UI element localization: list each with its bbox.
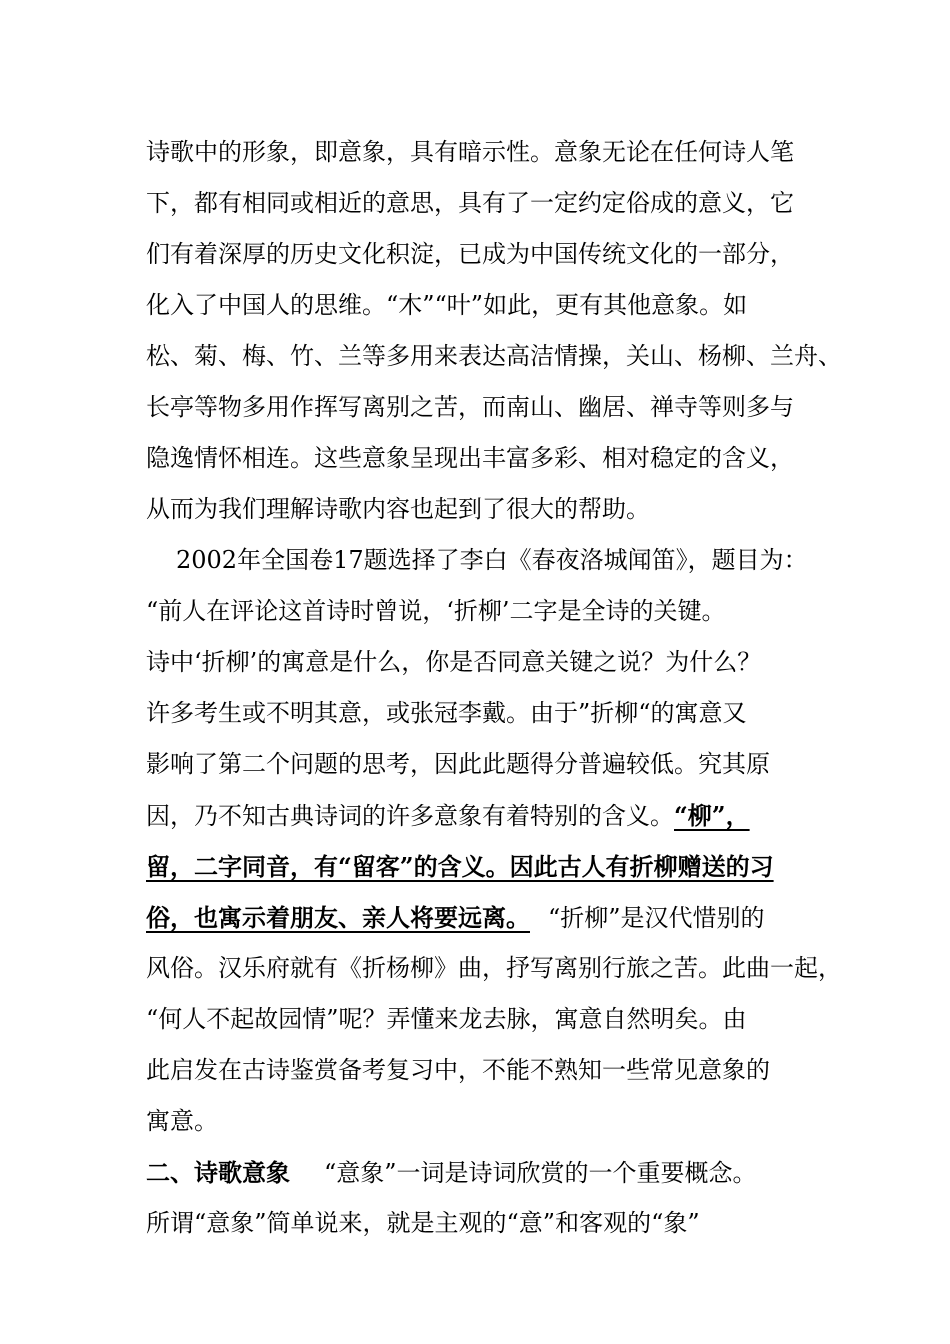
paragraph-2-line-12: 寓意。 — [146, 1107, 218, 1135]
paragraph-1-line-3: 们有着深厚的历史文化积淀，已成为中国传统文化的一部分， — [146, 240, 794, 268]
section-heading: 二、诗歌意象 — [146, 1158, 290, 1187]
emphasis-text-end: 俗，也寓示着朋友、亲人将要远离。 — [146, 903, 530, 932]
paragraph-2-line-6 — [146, 790, 836, 841]
emphasis-text-start: “柳”， — [674, 801, 750, 830]
paragraph-2-line-2: “前人在评论这首诗时曾说，‘折柳’二字是全诗的关键。 — [146, 597, 726, 625]
body-text — [146, 127, 842, 1249]
paragraph-2-line-5: 影响了第二个问题的思考，因此此题得分普遍较低。究其原 — [146, 750, 770, 778]
paragraph-2-line-9: 风俗。汉乐府就有《折杨柳》曲，抒写离别行旅之苦。此曲一起， — [146, 954, 842, 982]
paragraph-2-line-6-plain: 因，乃不知古典诗词的许多意象有着特别的含义。 — [146, 802, 674, 830]
paragraph-2-line-8 — [146, 892, 836, 943]
section-2-line-1-text: “意象”一词是诗词欣赏的一个重要概念。 — [324, 1159, 757, 1187]
paragraph-1-line-4: 化入了中国人的思维。“木”“叶”如此，更有其他意象。如 — [146, 291, 748, 319]
paragraph-2-line-1: 2002年全国卷17题选择了李白《春夜洛城闻笛》，题目为： — [176, 546, 808, 574]
paragraph-1-line-5: 松、菊、梅、竹、兰等多用来表达高洁情操，关山、杨柳、兰舟、 — [146, 342, 842, 370]
paragraph-2-line-4: 许多考生或不明其意，或张冠李戴。由于”折柳“的寓意又 — [146, 699, 747, 727]
paragraph-2-line-3: 诗中‘折柳’的寓意是什么，你是否同意关键之说？为什么？ — [146, 648, 762, 676]
paragraph-1-line-2: 下，都有相同或相近的意思，具有了一定约定俗成的意义，它 — [146, 189, 794, 217]
paragraph-1-line-1: 诗歌中的形象，即意象，具有暗示性。意象无论在任何诗人笔 — [146, 138, 794, 166]
paragraph-2-line-8-plain: “折柳”是汉代惜别的 — [548, 904, 765, 932]
paragraph-2-line-7 — [146, 841, 836, 892]
paragraph-1-line-8: 从而为我们理解诗歌内容也起到了很大的帮助。 — [146, 495, 650, 523]
emphasis-text-middle: 留，二字同音，有“留客”的含义。因此古人有折柳赠送的习 — [146, 852, 774, 881]
paragraph-2-line-10: “何人不起故园情”呢？弄懂来龙去脉，寓意自然明矣。由 — [146, 1005, 747, 1033]
paragraph-1-line-6: 长亭等物多用作挥写离别之苦，而南山、幽居、禅寺等则多与 — [146, 393, 794, 421]
paragraph-1-line-7: 隐逸情怀相连。这些意象呈现出丰富多彩、相对稳定的含义， — [146, 444, 794, 472]
section-2-line-1 — [146, 1147, 836, 1198]
section-2-line-2: 所谓“意象”简单说来，就是主观的“意”和客观的“象” — [146, 1209, 700, 1237]
paragraph-2-line-11: 此启发在古诗鉴赏备考复习中，不能不熟知一些常见意象的 — [146, 1056, 770, 1084]
